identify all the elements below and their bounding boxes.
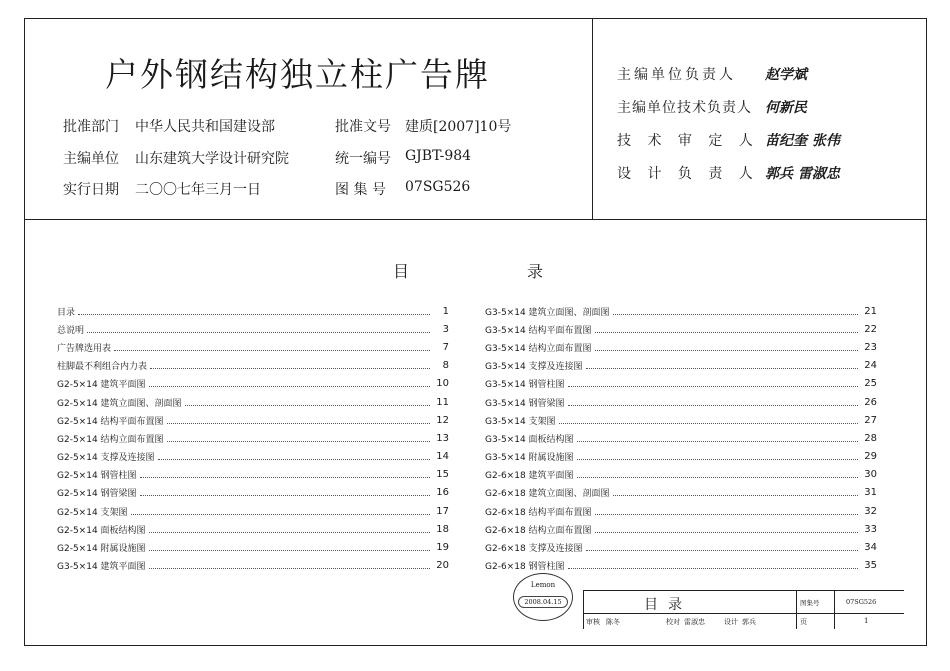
- toc-leader-dots: [613, 495, 858, 496]
- toc-entry-page: 34: [864, 542, 877, 554]
- title-block-atlas-value: 07SG526: [846, 598, 877, 606]
- toc-leader-dots: [568, 568, 858, 569]
- atlas-title: 户外钢结构独立柱广告牌: [105, 55, 490, 94]
- unified-no-label: 统一编号: [335, 151, 391, 167]
- header-divider: [592, 19, 593, 219]
- unified-no-value: GJBT-984: [405, 148, 472, 164]
- toc-entry-page: 8: [442, 360, 449, 372]
- toc-leader-dots: [149, 568, 430, 569]
- toc-entry: [485, 357, 877, 375]
- toc-entry-page: 20: [436, 560, 449, 572]
- toc-entry-title: 目录: [57, 307, 76, 318]
- chief-unit-value: 山东建筑大学设计研究院: [135, 151, 289, 167]
- toc-entry-page: 7: [442, 341, 449, 353]
- signature-review: 苗纪奎 张伟: [765, 133, 840, 149]
- drawing-frame: [24, 18, 927, 646]
- review-label: 审核: [586, 618, 600, 626]
- resp-label-review: 技 术 审 定 人: [617, 133, 759, 149]
- page-label: 页: [800, 618, 807, 626]
- toc-entry-page: 23: [864, 341, 877, 353]
- toc-entry-title: G3-5×14 建筑平面图: [57, 562, 146, 573]
- toc-leader-dots: [613, 314, 858, 315]
- toc-entry-title: G2-5×14 建筑立面图、剖面图: [57, 398, 182, 409]
- toc-entry: [57, 484, 449, 502]
- toc-entry-title: G2-5×14 附属设施图: [57, 544, 146, 555]
- toc-entry: [57, 320, 449, 338]
- approve-doc-label: 批准文号: [335, 119, 391, 135]
- toc-entry: [57, 466, 449, 484]
- toc-entry-page: 19: [436, 542, 449, 554]
- toc-entry-title: 柱脚最不利组合内力表: [57, 362, 148, 373]
- toc-entry-title: G2-5×14 钢管梁图: [57, 489, 137, 500]
- toc-entry-title: G3-5×14 支架图: [485, 416, 556, 427]
- toc-entry-page: 33: [864, 523, 877, 535]
- toc-entry: [57, 375, 449, 393]
- toc-entry-title: G3-5×14 面板结构图: [485, 434, 574, 445]
- toc-entry-title: G2-5×14 支架图: [57, 507, 128, 518]
- toc-entry-page: 30: [864, 469, 877, 481]
- toc-entry-title: 广告牌选用表: [57, 343, 112, 354]
- toc-entry-page: 10: [436, 378, 449, 390]
- stamp-name: Lemon: [530, 581, 556, 589]
- title-block: [583, 590, 904, 629]
- toc-entry: [485, 320, 877, 338]
- toc-entry-title: G3-5×14 钢管梁图: [485, 398, 565, 409]
- toc-leader-dots: [586, 368, 858, 369]
- toc-entry: [57, 338, 449, 356]
- toc-entry-title: 总说明: [57, 325, 85, 336]
- review-name: 陈冬: [606, 618, 620, 626]
- toc-leader-dots: [595, 332, 858, 333]
- stamp-date: 2008.04.15: [518, 596, 568, 608]
- toc-entry: [485, 302, 877, 320]
- toc-entry-title: G2-5×14 支撑及连接图: [57, 453, 155, 464]
- toc-entry-title: G2-6×18 支撑及连接图: [485, 544, 583, 555]
- toc-leader-dots: [140, 477, 430, 478]
- toc-entry-page: 18: [436, 523, 449, 535]
- resp-label-tech: 主编单位技术负责人: [617, 100, 752, 116]
- toc-column-left: [57, 302, 449, 575]
- reviewer-stamp: [513, 573, 573, 621]
- resp-label-design: 设 计 负 责 人: [617, 166, 759, 182]
- toc-column-right: [485, 302, 877, 575]
- approve-dept-label: 批准部门: [63, 119, 119, 135]
- toc-entry-page: 27: [864, 414, 877, 426]
- toc-entry: [485, 538, 877, 556]
- toc-leader-dots: [78, 314, 430, 315]
- toc-entry-page: 29: [864, 451, 877, 463]
- signature-design: 郭兵 雷淑忠: [765, 166, 840, 182]
- toc-leader-dots: [577, 459, 858, 460]
- toc-entry-page: 14: [436, 451, 449, 463]
- toc-entry-page: 17: [436, 505, 449, 517]
- toc-entry-page: 35: [864, 560, 877, 572]
- toc-leader-dots: [131, 514, 430, 515]
- toc-leader-dots: [149, 550, 430, 551]
- toc-leader-dots: [167, 423, 430, 424]
- toc-entry-page: 21: [864, 305, 877, 317]
- toc-entry-page: 16: [436, 487, 449, 499]
- toc-leader-dots: [167, 441, 430, 442]
- toc-entry: [57, 502, 449, 520]
- toc-entry-page: 11: [436, 396, 449, 408]
- toc-leader-dots: [150, 368, 430, 369]
- toc-entry-title: G2-5×14 钢管柱图: [57, 471, 137, 482]
- toc-entry-title: G2-6×18 建筑立面图、剖面图: [485, 489, 610, 500]
- toc-leader-dots: [149, 532, 430, 533]
- toc-entry-title: G2-5×14 结构平面布置图: [57, 416, 164, 427]
- toc-entry-title: G3-5×14 建筑立面图、剖面图: [485, 307, 610, 318]
- title-block-signature-row: [584, 613, 904, 630]
- toc-leader-dots: [568, 405, 858, 406]
- toc-entry: [485, 466, 877, 484]
- toc-leader-dots: [114, 350, 430, 351]
- approve-doc-value: 建质[2007]10号: [405, 119, 512, 135]
- impl-date-value: 二〇〇七年三月一日: [135, 182, 261, 198]
- toc-leader-dots: [87, 332, 430, 333]
- toc-entry-page: 12: [436, 414, 449, 426]
- toc-leader-dots: [586, 550, 858, 551]
- toc-heading-right: 录: [527, 262, 544, 281]
- toc-entry: [57, 557, 449, 575]
- toc-entry-title: G3-5×14 支撑及连接图: [485, 362, 583, 373]
- title-header: [25, 19, 926, 220]
- design-label: 设计: [724, 618, 738, 626]
- toc-leader-dots: [149, 386, 430, 387]
- toc-leader-dots: [568, 386, 858, 387]
- toc-entry-page: 32: [864, 505, 877, 517]
- toc-leader-dots: [158, 459, 430, 460]
- toc-entry: [57, 302, 449, 320]
- toc-entry-page: 31: [864, 487, 877, 499]
- toc-entry: [57, 448, 449, 466]
- toc-entry: [57, 520, 449, 538]
- toc-entry-title: G2-6×18 结构立面布置图: [485, 525, 592, 536]
- toc-entry: [485, 502, 877, 520]
- title-block-atlas-label: 图集号: [800, 599, 820, 607]
- toc-leader-dots: [185, 405, 430, 406]
- toc-entry: [485, 393, 877, 411]
- resp-label-chief: 主编单位负责人: [617, 67, 736, 83]
- toc-entry-title: G3-5×14 结构立面布置图: [485, 343, 592, 354]
- toc-entry: [485, 448, 877, 466]
- toc-leader-dots: [559, 423, 858, 424]
- check-label: 校对: [666, 618, 680, 626]
- toc-heading-left: 目: [393, 262, 410, 281]
- toc-leader-dots: [577, 477, 858, 478]
- page-value: 1: [864, 617, 869, 625]
- toc-entry-title: G2-6×18 建筑平面图: [485, 471, 574, 482]
- approve-dept-value: 中华人民共和国建设部: [135, 119, 275, 135]
- toc-leader-dots: [577, 441, 858, 442]
- check-name: 雷淑忠: [684, 618, 705, 626]
- toc-entry-page: 26: [864, 396, 877, 408]
- toc-leader-dots: [595, 532, 858, 533]
- toc-entry-title: G3-5×14 结构平面布置图: [485, 325, 592, 336]
- toc-entry-page: 15: [436, 469, 449, 481]
- chief-unit-label: 主编单位: [63, 151, 119, 167]
- toc-entry-title: G2-5×14 面板结构图: [57, 525, 146, 536]
- toc-entry-title: G2-6×18 钢管柱图: [485, 562, 565, 573]
- toc-entry: [57, 538, 449, 556]
- toc-entry: [57, 411, 449, 429]
- toc-entry-title: G3-5×14 钢管柱图: [485, 380, 565, 391]
- signature-chief: 赵学斌: [765, 67, 807, 83]
- toc-entry-page: 24: [864, 360, 877, 372]
- toc-entry: [57, 357, 449, 375]
- design-name: 郭兵: [742, 618, 756, 626]
- toc-entry-page: 13: [436, 432, 449, 444]
- toc-entry-page: 1: [442, 305, 449, 317]
- toc-entry-title: G2-6×18 结构平面布置图: [485, 507, 592, 518]
- toc-leader-dots: [140, 495, 430, 496]
- impl-date-label: 实行日期: [63, 182, 119, 198]
- toc-entry-title: G2-5×14 建筑平面图: [57, 380, 146, 391]
- toc-entry: [485, 411, 877, 429]
- atlas-no-label: 图 集 号: [335, 182, 386, 198]
- toc-entry: [485, 375, 877, 393]
- toc-entry-page: 3: [442, 323, 449, 335]
- toc-entry-page: 25: [864, 378, 877, 390]
- toc-leader-dots: [595, 350, 858, 351]
- toc-entry-page: 28: [864, 432, 877, 444]
- toc-entry: [485, 338, 877, 356]
- toc-entry: [485, 429, 877, 447]
- toc-entry-title: G3-5×14 附属设施图: [485, 453, 574, 464]
- toc-entry-page: 22: [864, 323, 877, 335]
- signature-tech: 何新民: [765, 100, 807, 116]
- toc-entry: [485, 484, 877, 502]
- atlas-no-value: 07SG526: [405, 179, 471, 195]
- title-block-name: 目录: [644, 597, 692, 613]
- toc-leader-dots: [595, 514, 858, 515]
- toc-entry-title: G2-5×14 结构立面布置图: [57, 434, 164, 445]
- toc-entry: [485, 520, 877, 538]
- toc-entry: [57, 393, 449, 411]
- toc-entry: [57, 429, 449, 447]
